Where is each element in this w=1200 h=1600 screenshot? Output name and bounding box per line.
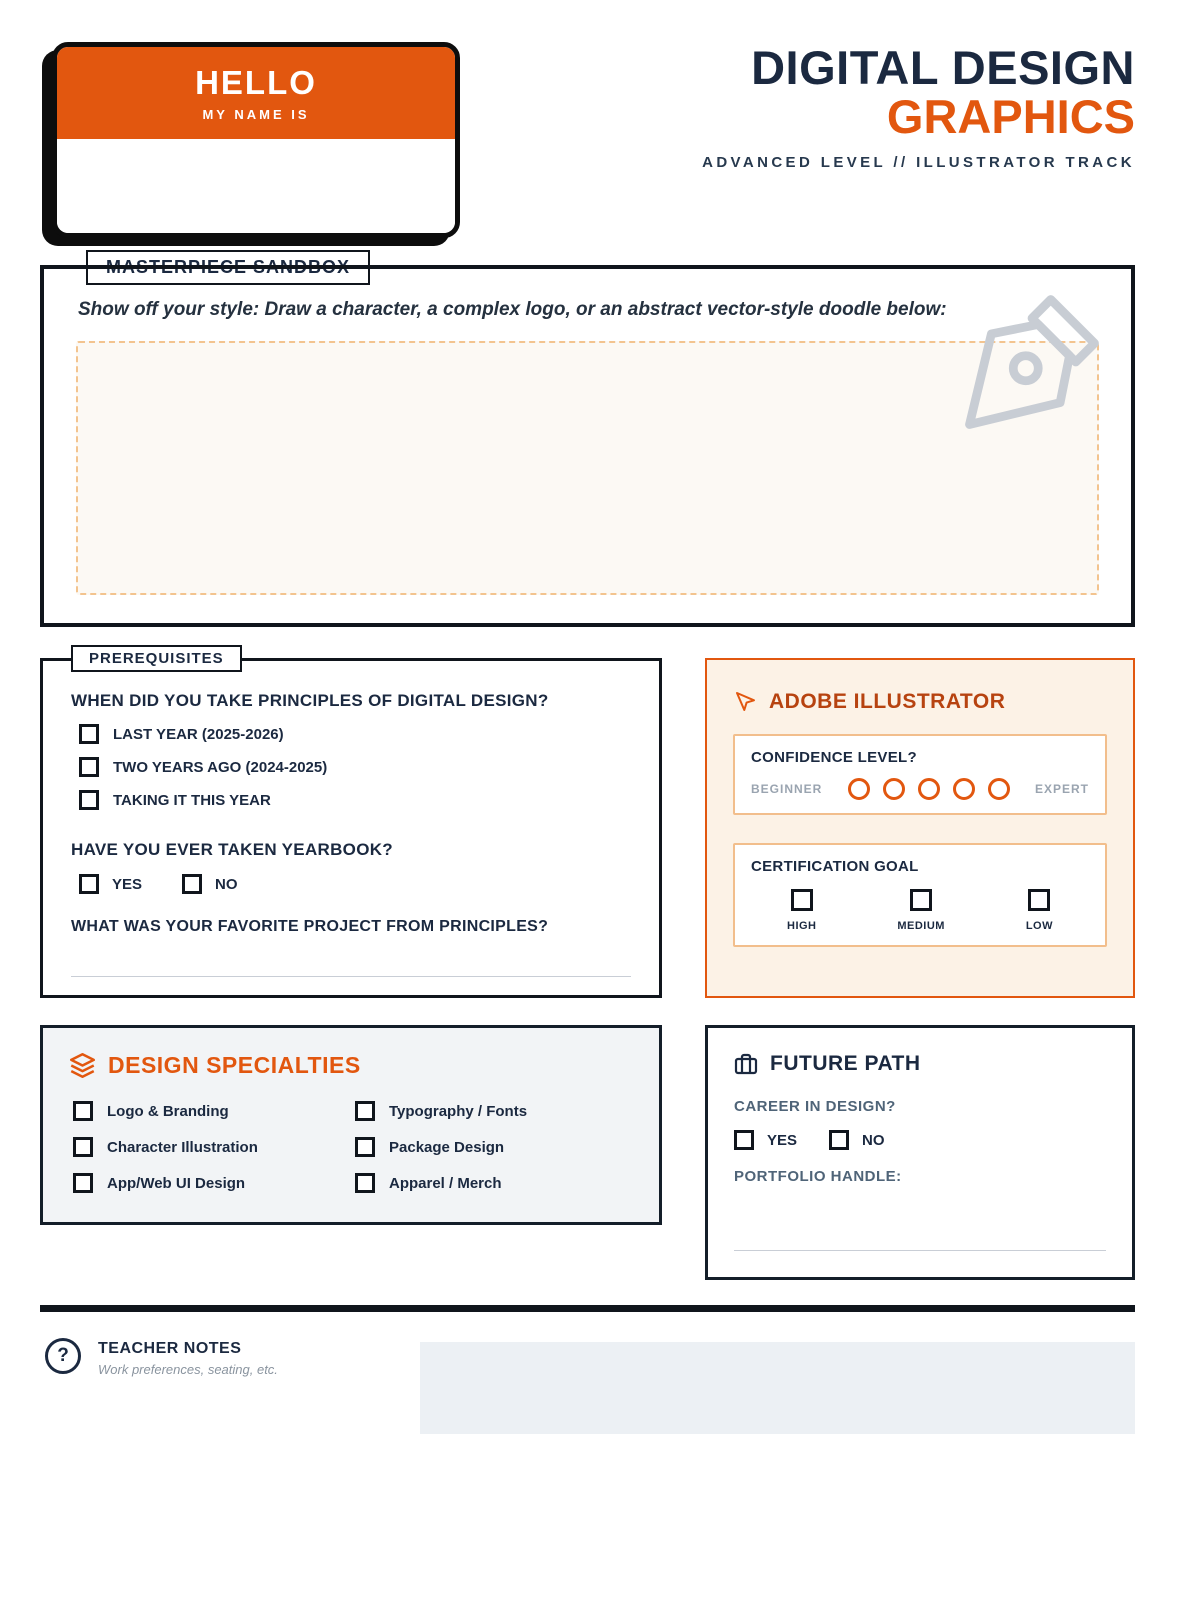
checkbox-last-year[interactable] — [79, 724, 99, 744]
teacher-notes-subtitle: Work preferences, seating, etc. — [98, 1362, 278, 1377]
option-label: Logo & Branding — [107, 1102, 229, 1120]
favorite-project-input-line[interactable] — [71, 976, 631, 977]
name-tag-my-name-is: MY NAME IS — [202, 107, 310, 122]
option-label: MEDIUM — [897, 920, 945, 932]
option-label: NO — [215, 875, 238, 893]
confidence-high-label: EXPERT — [1034, 782, 1089, 796]
masthead — [702, 41, 1135, 171]
future-path-header — [734, 1052, 1106, 1076]
checkbox-logo-branding[interactable] — [73, 1101, 93, 1121]
checkbox-career-yes[interactable] — [734, 1130, 754, 1150]
option-label: YES — [767, 1131, 798, 1149]
name-input-area[interactable] — [57, 139, 455, 233]
confidence-row — [751, 778, 1089, 800]
footer-divider — [40, 1305, 1135, 1312]
sandbox-top-border-line — [40, 265, 1135, 269]
design-specialties-header — [69, 1052, 633, 1079]
prerequisites-section — [40, 650, 662, 998]
question-favorite-project: WHAT WAS YOUR FAVORITE PROJECT FROM PRINCIPLES? — [71, 918, 549, 935]
option-label: Package Design — [389, 1138, 505, 1156]
career-options — [734, 1130, 1106, 1150]
option-row — [829, 1130, 885, 1150]
option-row — [79, 874, 142, 894]
option-row — [73, 1101, 351, 1121]
option-label: HIGH — [787, 920, 817, 932]
option-label: TWO YEARS AGO (2024-2025) — [113, 758, 328, 776]
adobe-illustrator-title: ADOBE ILLUSTRATOR — [769, 690, 1006, 713]
checkbox-typography-fonts[interactable] — [355, 1101, 375, 1121]
drawing-area[interactable] — [76, 341, 1099, 595]
adobe-illustrator-header — [733, 690, 1107, 714]
option-row — [734, 1130, 797, 1150]
specialties-grid — [69, 1101, 633, 1193]
certification-option — [787, 889, 817, 932]
yearbook-options — [79, 874, 631, 894]
teacher-notes-heading — [98, 1340, 278, 1377]
confidence-scale — [848, 778, 1010, 800]
title-line-2: GRAPHICS — [886, 89, 1135, 143]
option-label: NO — [862, 1131, 885, 1149]
option-label: LOW — [1025, 920, 1053, 932]
checkbox-character-illustration[interactable] — [73, 1137, 93, 1157]
option-row — [79, 757, 631, 777]
confidence-circle-2[interactable] — [883, 778, 905, 800]
confidence-box — [733, 734, 1107, 815]
checkbox-two-years-ago[interactable] — [79, 757, 99, 777]
teacher-notes-title: TEACHER NOTES — [98, 1340, 242, 1357]
design-specialties-section — [40, 1025, 662, 1225]
option-row — [355, 1137, 633, 1157]
certification-option — [1026, 889, 1053, 932]
confidence-label: CONFIDENCE LEVEL? — [751, 749, 917, 766]
confidence-circle-5[interactable] — [988, 778, 1010, 800]
sandbox-instruction: Show off your style: Draw a character, a complex logo, or an abstract vector-style doodle below: — [78, 299, 947, 320]
option-label: Character Illustration — [107, 1138, 258, 1156]
certification-box — [733, 843, 1107, 947]
checkbox-career-no[interactable] — [829, 1130, 849, 1150]
future-path-section — [705, 1025, 1135, 1280]
future-path-title: FUTURE PATH — [770, 1052, 921, 1075]
checkbox-package-design[interactable] — [355, 1137, 375, 1157]
certification-label: CERTIFICATION GOAL — [751, 858, 919, 875]
checkbox-yearbook-yes[interactable] — [79, 874, 99, 894]
option-row — [73, 1173, 351, 1193]
masterpiece-sandbox-section — [40, 265, 1135, 627]
checkbox-apparel-merch[interactable] — [355, 1173, 375, 1193]
option-label: TAKING IT THIS YEAR — [113, 791, 271, 809]
cursor-arrow-icon — [733, 690, 757, 714]
checkbox-cert-medium[interactable] — [910, 889, 932, 911]
checkbox-app-web-ui[interactable] — [73, 1173, 93, 1193]
option-row — [355, 1101, 633, 1121]
option-label: Typography / Fonts — [389, 1102, 528, 1120]
confidence-circle-4[interactable] — [953, 778, 975, 800]
name-tag-header — [57, 47, 455, 139]
briefcase-icon — [734, 1052, 758, 1076]
checkbox-taking-this-year[interactable] — [79, 790, 99, 810]
name-tag — [52, 42, 460, 238]
question-principles-when: WHEN DID YOU TAKE PRINCIPLES OF DIGITAL DESIGN? — [71, 691, 549, 710]
portfolio-handle-input-line[interactable] — [734, 1250, 1106, 1251]
career-question: CAREER IN DESIGN? — [734, 1098, 896, 1115]
question-circle-icon: ? — [45, 1338, 81, 1374]
checkbox-cert-high[interactable] — [791, 889, 813, 911]
name-tag-hello: HELLO — [195, 64, 317, 101]
option-label: App/Web UI Design — [107, 1174, 246, 1192]
option-label: LAST YEAR (2025-2026) — [113, 725, 284, 743]
portfolio-handle-label: PORTFOLIO HANDLE: — [734, 1168, 902, 1185]
confidence-circle-3[interactable] — [918, 778, 940, 800]
option-row — [182, 874, 238, 894]
checkbox-yearbook-no[interactable] — [182, 874, 202, 894]
checkbox-cert-low[interactable] — [1028, 889, 1050, 911]
option-row — [79, 790, 631, 810]
option-label: Apparel / Merch — [389, 1174, 502, 1192]
option-row — [355, 1173, 633, 1193]
track-subtitle: ADVANCED LEVEL // ILLUSTRATOR TRACK — [702, 153, 1135, 171]
certification-option — [897, 889, 945, 932]
pen-tool-icon — [957, 287, 1107, 437]
layers-icon — [69, 1052, 96, 1079]
title-line-1: DIGITAL DESIGN — [751, 41, 1135, 94]
prerequisites-label: PREREQUISITES — [71, 645, 242, 672]
confidence-low-label: BEGINNER — [751, 782, 823, 796]
option-row — [73, 1137, 351, 1157]
teacher-notes-input-area[interactable] — [420, 1342, 1135, 1434]
adobe-illustrator-section — [705, 658, 1135, 998]
confidence-circle-1[interactable] — [848, 778, 870, 800]
option-row — [79, 724, 631, 744]
question-yearbook: HAVE YOU EVER TAKEN YEARBOOK? — [71, 840, 393, 859]
certification-row — [751, 889, 1089, 932]
design-specialties-title: DESIGN SPECIALTIES — [108, 1052, 361, 1078]
option-label: YES — [112, 875, 143, 893]
